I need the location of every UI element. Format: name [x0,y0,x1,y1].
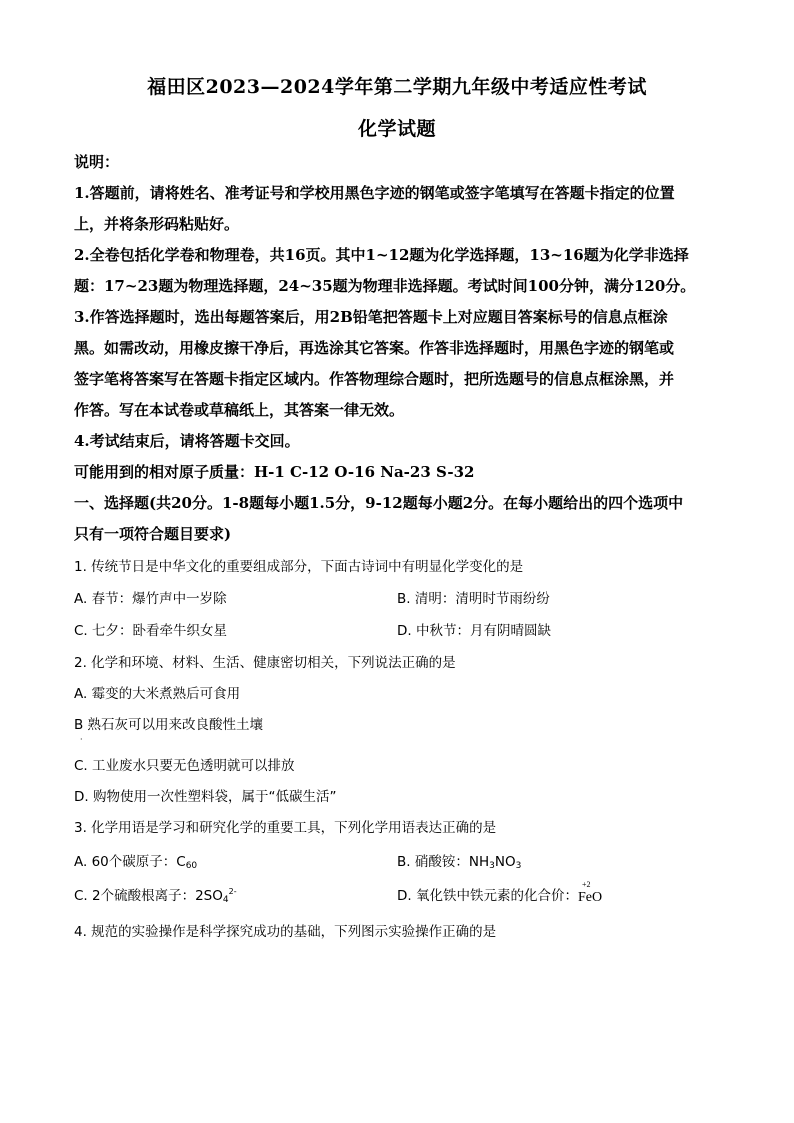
instruction-line: 4.考试结束后，请将答题卡交回。 [74,432,300,450]
instruction-line: 2.全卷包括化学卷和物理卷，共16页。其中1~12题为化学选择题，13~16题为化学非选择 [74,246,689,264]
instructions-heading: 说明： [74,153,120,171]
q3-option-a-subscript: 60 [185,861,198,871]
q3-option-d [397,880,603,906]
q3-option-c-superscript: 2- [228,887,237,896]
q3-option-d-text: D. 氧化铁中铁元素的化合价： [397,888,578,904]
q3-option-c-text: C. 2个硫酸根离子：2SO [74,888,223,904]
q1-option-d: D. 中秋节：月有阴晴圆缺 [397,623,551,639]
question-1-stem: 1. 传统节日是中华文化的重要组成部分，下面古诗词中有明显化学变化的是 [74,559,524,575]
q3-option-b-sub1: 3 [489,861,495,871]
exam-title: 福田区2023—2024学年第二学期九年级中考适应性考试 [147,76,647,98]
q3-option-a-text: A. 60个碳原子：C [74,854,186,870]
question-4-stem: 4. 规范的实验操作是科学探究成功的基础，下列图示实验操作正确的是 [74,924,497,940]
q3-option-b-mid: NO [494,854,516,870]
q3-option-c [74,884,237,905]
instruction-line: 3.作答选择题时，选出每题答案后，用2B铅笔把答题卡上对应题目答案标号的信息点框涂 [74,308,668,326]
q3-option-d-charge: +2 [581,880,591,889]
q3-option-b-text: B. 硝酸铵：NH [397,854,490,870]
instruction-line: 上，并将条形码粘贴好。 [74,215,240,233]
instruction-line: 题：17~23题为物理选择题，24~35题为物理非选择题。考试时间100分钟，满分120分。 [74,277,696,295]
q3-option-d-formula [577,880,603,906]
question-2-stem: 2. 化学和环境、材料、生活、健康密切相关，下列说法正确的是 [74,655,456,671]
instruction-line: 签字笔将答案写在答题卡指定区域内。作答物理综合题时，把所选题号的信息点框涂黑，并 [74,370,675,388]
q2-option-b: B 熟石灰可以用来改良酸性土壤 [74,717,264,733]
q2-option-a: A. 霉变的大米煮熟后可食用 [74,686,241,702]
q3-option-b [397,850,521,871]
section-heading-cont: 只有一项符合题目要求) [74,525,232,543]
q3-option-a [74,850,197,871]
q3-option-d-formula-text: FeO [577,890,603,905]
exam-subtitle: 化学试题 [357,118,436,140]
atomic-masses: 可能用到的相对原子质量：H-1 C-12 O-16 Na-23 S-32 [74,463,475,481]
instruction-line: 1.答题前，请将姓名、准考证号和学校用黑色字迹的钢笔或签字笔填写在答题卡指定的位置 [74,184,675,202]
question-3-stem: 3. 化学用语是学习和研究化学的重要工具，下列化学用语表达正确的是 [74,820,497,836]
section-heading: 一、选择题(共20分。1-8题每小题1.5分，9-12题每小题2分。在每小题给出的四个选项中 [74,494,684,512]
q2-option-c: C. 工业废水只要无色透明就可以排放 [74,758,295,774]
instruction-line: 黑。如需改动，用橡皮擦干净后，再选涂其它答案。作答非选择题时，用黑色字迹的钢笔或 [74,339,675,357]
instruction-line: 作答。写在本试卷或草稿纸上，其答案一律无效。 [74,401,405,419]
q1-option-c: C. 七夕：卧看牵牛织女星 [74,623,228,639]
q3-option-c-subscript: 4 [222,895,229,905]
q1-option-a: A. 春节：爆竹声中一岁除 [74,591,227,607]
q2-option-d: D. 购物使用一次性塑料袋，属于“低碳生活” [74,789,337,805]
stray-mark: · [80,735,83,744]
q1-option-b: B. 清明：清明时节雨纷纷 [397,591,550,607]
q3-option-b-sub2: 3 [515,861,522,871]
